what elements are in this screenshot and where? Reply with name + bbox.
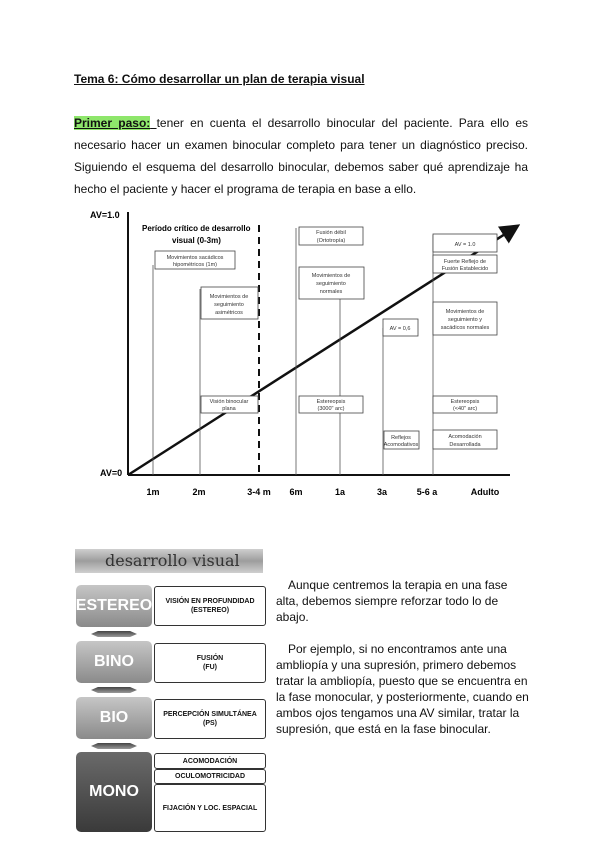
box-text: Movimientos de xyxy=(209,294,249,300)
x-tick-label: 1a xyxy=(334,487,346,497)
x-tick-label: 6m xyxy=(289,487,303,497)
x-tick-label: Adulto xyxy=(470,487,500,497)
arrow-connector xyxy=(91,743,137,749)
y-top-label: AV=1.0 xyxy=(90,210,120,220)
box-text: Acomodativos xyxy=(383,442,419,448)
box-text: hipométricos (1m) xyxy=(172,262,218,268)
stage-mono: MONO xyxy=(76,752,152,832)
skill-mono-acomodacion: ACOMODACIÓN xyxy=(154,753,266,769)
x-tick-label: 2m xyxy=(192,487,206,497)
box-text: Visión binocular xyxy=(209,399,249,405)
stage-estereo: ESTEREO xyxy=(76,585,152,627)
box-text: (3000" arc) xyxy=(317,406,345,412)
dv-header-text: desarrollo visual xyxy=(105,551,240,570)
skill-text: (FU) xyxy=(203,664,217,671)
y-bottom-label: AV=0 xyxy=(100,468,123,478)
box-text: seguimiento xyxy=(214,302,244,308)
skill-text: PERCEPCIÓN SIMULTÁNEA xyxy=(163,711,257,718)
x-tick-labels xyxy=(146,487,499,497)
intro-paragraph xyxy=(74,112,528,200)
box-text: plana xyxy=(222,406,236,412)
skill-mono-oculomotricidad: OCULOMOTRICIDAD xyxy=(154,769,266,784)
box-text: Fusión Establecido xyxy=(441,266,489,272)
stage-bino: BINO xyxy=(76,641,152,683)
dv-header xyxy=(75,549,263,573)
x-tick-label: 3a xyxy=(376,487,388,497)
box-text: Fusión débil xyxy=(316,230,346,236)
box-text: sacádicos normales xyxy=(440,325,490,331)
box-text: Fuerte Reflejo de xyxy=(443,259,487,265)
box-text: Reflejos xyxy=(391,435,411,441)
box-text: seguimiento xyxy=(316,281,346,287)
arrow-connector xyxy=(91,687,137,693)
skill-text: FUSIÓN xyxy=(196,655,224,662)
skill-mono-fijacion: FIJACIÓN Y LOC. ESPACIAL xyxy=(154,784,266,832)
paragraph-text: Por ejemplo, si no encontramos ante una ambliopía y una supresión, primero debemos tratar la ambliopía, puesto que se encuentra en la fase monocular, y posteriormente, cuando en ambos ojos tengamos una AV similar, tratar la supresión, que está en la fase binocular. xyxy=(276,642,529,736)
box-text: Movimientos sacádicos xyxy=(166,255,224,261)
skill-bio xyxy=(154,699,266,739)
critical-label-2: visual (0-3m) xyxy=(172,236,221,245)
box-text: Estereopsis xyxy=(450,399,480,405)
skill-text: (PS) xyxy=(203,720,217,727)
box-text: AV = 0,6 xyxy=(389,326,411,332)
paragraph-example xyxy=(276,641,530,737)
box-text: seguimiento y xyxy=(448,317,482,323)
skill-bino xyxy=(154,643,266,683)
box-text: Estereopsis xyxy=(316,399,346,405)
box-text: (<40" arc) xyxy=(452,406,478,412)
box-text: asimétricos xyxy=(215,310,243,316)
x-tick-label: 1m xyxy=(146,487,160,497)
box-text: normales xyxy=(319,289,343,295)
critical-label-1: Período crítico de desarrollo xyxy=(142,224,251,233)
skill-text: (ESTEREO) xyxy=(190,607,230,614)
box-text: (Ortotropía) xyxy=(316,238,346,244)
paragraph-text: Aunque centremos la terapia en una fase alta, debemos siempre reforzar todo lo de abajo. xyxy=(276,578,508,624)
skill-estereo xyxy=(154,586,266,626)
skill-text: VISIÓN EN PROFUNDIDAD xyxy=(165,598,255,605)
box-text: Desarrollada xyxy=(449,442,481,448)
paragraph-reinforce xyxy=(276,577,530,625)
stage-bio: BIO xyxy=(76,697,152,739)
arrow-connector xyxy=(91,631,137,637)
binocular-development-diagram xyxy=(70,203,530,503)
box-text: Movimientos de xyxy=(445,309,485,315)
step-highlight: Primer paso: xyxy=(74,116,151,130)
page-title: Tema 6: Cómo desarrollar un plan de terapia visual xyxy=(74,72,365,86)
box-text: Acomodación xyxy=(448,434,482,440)
box-text: Movimientos de xyxy=(311,273,351,279)
x-tick-label: 3-4 m xyxy=(247,487,271,497)
box-text: AV = 1.0 xyxy=(454,242,476,248)
intro-text: tener en cuenta el desarrollo binocular del paciente. Para ello es necesario hacer un examen binocular completo para tener un diagnóstico preciso. Siguiendo el esquema del desarrollo binocular, debemos saber qué aprendizaje ha hecho el paciente y hacer el programa de terapia en base a ello. xyxy=(74,116,529,196)
x-tick-label: 5-6 a xyxy=(416,487,438,497)
